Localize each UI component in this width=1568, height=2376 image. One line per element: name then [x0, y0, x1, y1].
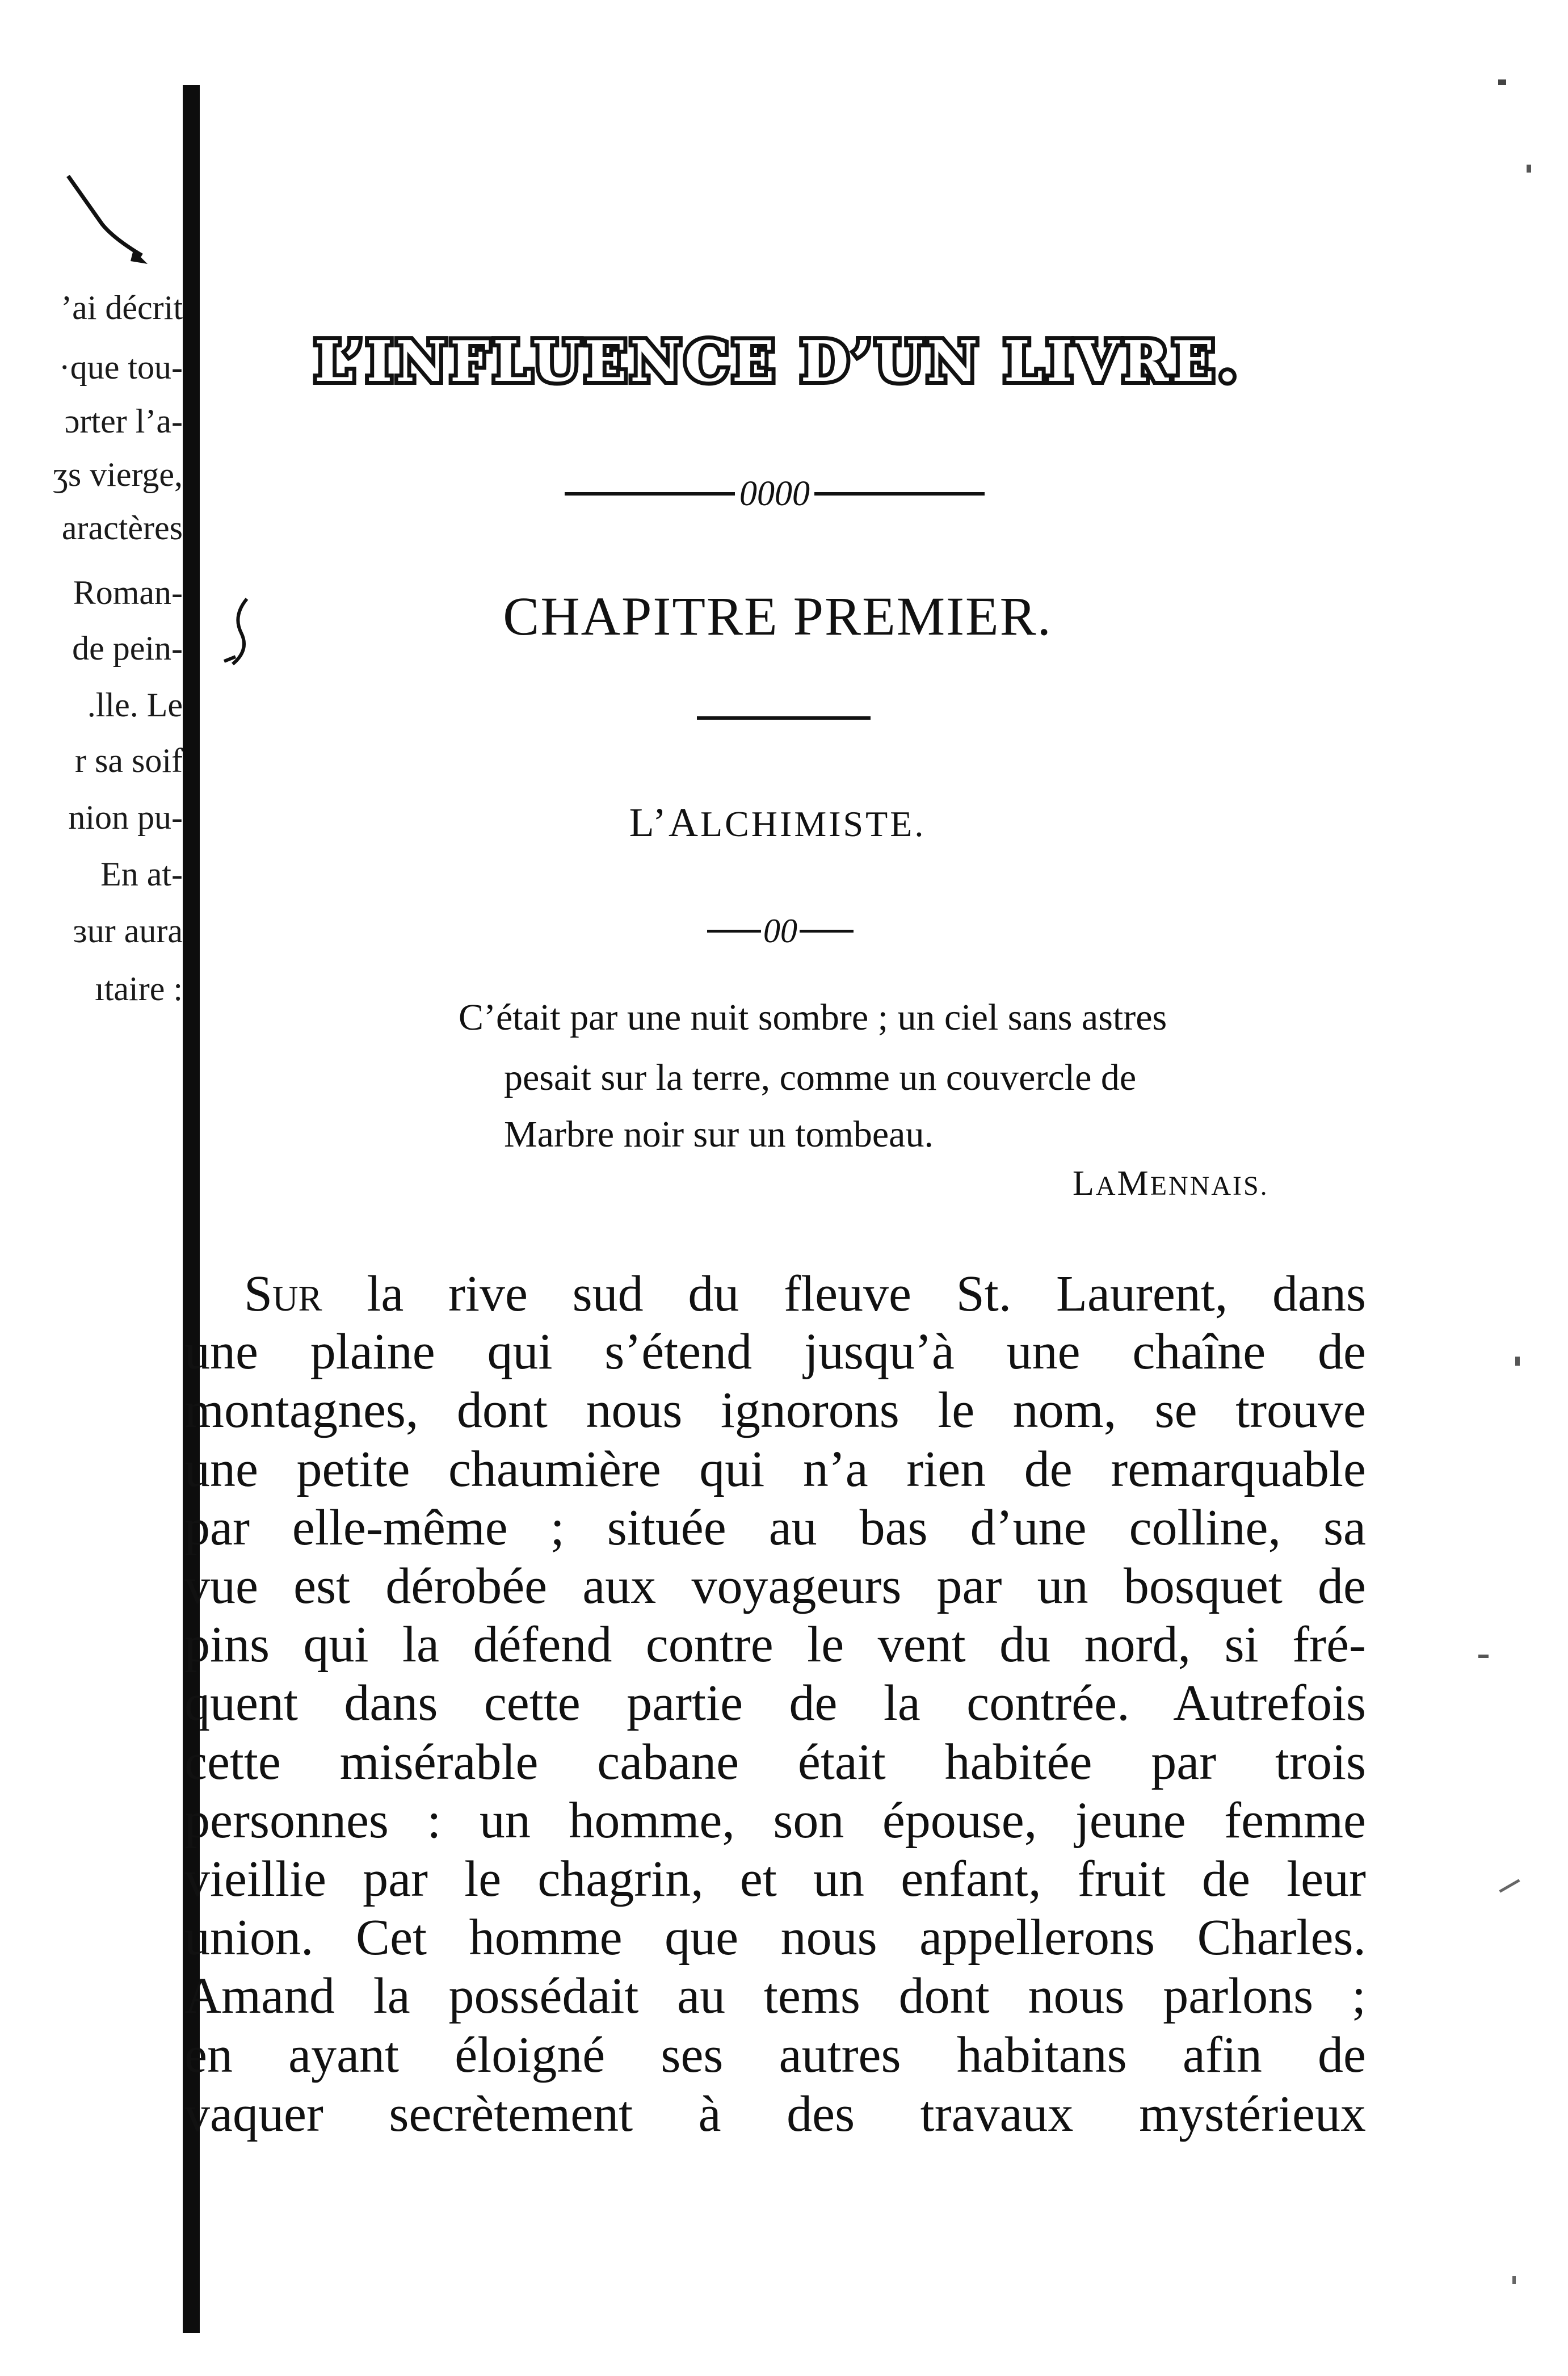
body-line: vue est dérobée aux voyageurs par un bosquet de [184, 1558, 1366, 1614]
opening-word: Sur [244, 1266, 322, 1322]
chapter-rule [697, 716, 871, 720]
prev-line: ’ai décrit [61, 289, 183, 326]
prev-line: de pein- [72, 629, 183, 667]
speck-mark [1512, 2276, 1516, 2284]
epigraph-line: Marbre noir sur un tombeau. [504, 1114, 934, 1155]
body-line-first: Sur la rive sud du fleuve St. Laurent, dans [244, 1266, 1367, 1322]
body-line: vieillie par le chagrin, et un enfant, fruit de leur [184, 1851, 1366, 1907]
epigraph-line: C’était par une nuit sombre ; un ciel sans astres [459, 997, 1167, 1038]
subtitle-ornament-rule [690, 911, 871, 951]
epigraph-line: pesait sur la terre, comme un couvercle de [504, 1057, 1137, 1098]
body-line: une petite chaumière qui n’a rien de remarquable [184, 1441, 1366, 1497]
ink-stroke-mark [62, 170, 153, 272]
prev-line: Roman- [73, 574, 183, 611]
subtitle-ornament-text: 00 [763, 912, 797, 950]
body-line: quent dans cette partie de la contrée. Autrefois [184, 1675, 1366, 1731]
prev-line: ıtaire : [95, 970, 183, 1008]
prev-line: En at- [100, 855, 183, 893]
title-ornament-rule [548, 471, 1002, 517]
body-line: cette misérable cabane était habitée par trois [184, 1734, 1366, 1790]
page-title: L’INFLUENCE D’UN LIVRE. [314, 329, 1241, 394]
title-ornament-text: 0000 [739, 474, 810, 513]
body-line: union. Cet homme que nous appellerons Charles. [184, 1909, 1366, 1966]
body-line: pins qui la défend contre le vent du nord, si fré- [184, 1617, 1366, 1673]
body-line: vaquer secrètement à des travaux mystérieux [184, 2086, 1366, 2142]
prev-line: .lle. Le [87, 686, 183, 724]
chapter-subtitle: L’ALCHIMISTE. [629, 800, 926, 845]
chapter-heading: CHAPITRE PREMIER. [503, 586, 1052, 647]
prev-line: ɔrter l’a- [64, 402, 183, 440]
prev-line: ɜur aura [73, 912, 183, 950]
body-line: montagnes, dont nous ignorons le nom, se trouve [184, 1382, 1366, 1438]
body-line: par elle-même ; située au bas d’une colline, sa [184, 1500, 1366, 1556]
body-line: en ayant éloigné ses autres habitans afin de [184, 2027, 1366, 2083]
speck-mark [1478, 1655, 1489, 1658]
prev-line: nion pu- [68, 799, 183, 836]
speck-mark [1498, 79, 1506, 85]
body-line: personnes : un homme, son épouse, jeune femme [184, 1793, 1366, 1849]
speck-mark [1527, 165, 1531, 173]
prev-line: ·que tou- [58, 349, 183, 386]
prev-line: aractères [61, 509, 183, 547]
prev-line: ʒs vierge, [53, 456, 183, 493]
previous-page-fragment [0, 0, 183, 2376]
body-line: Amand la possédait au tems dont nous parlons ; [184, 1968, 1366, 2024]
body-line: une plaine qui s’étend jusqu’à une chaîne de [184, 1324, 1366, 1380]
speck-mark [1499, 1879, 1520, 1892]
speck-mark [1515, 1357, 1520, 1366]
margin-squiggle-mark [218, 593, 258, 673]
epigraph-attribution: LAMENNAIS. [1073, 1164, 1269, 1203]
prev-line: r sa soif [75, 742, 183, 779]
